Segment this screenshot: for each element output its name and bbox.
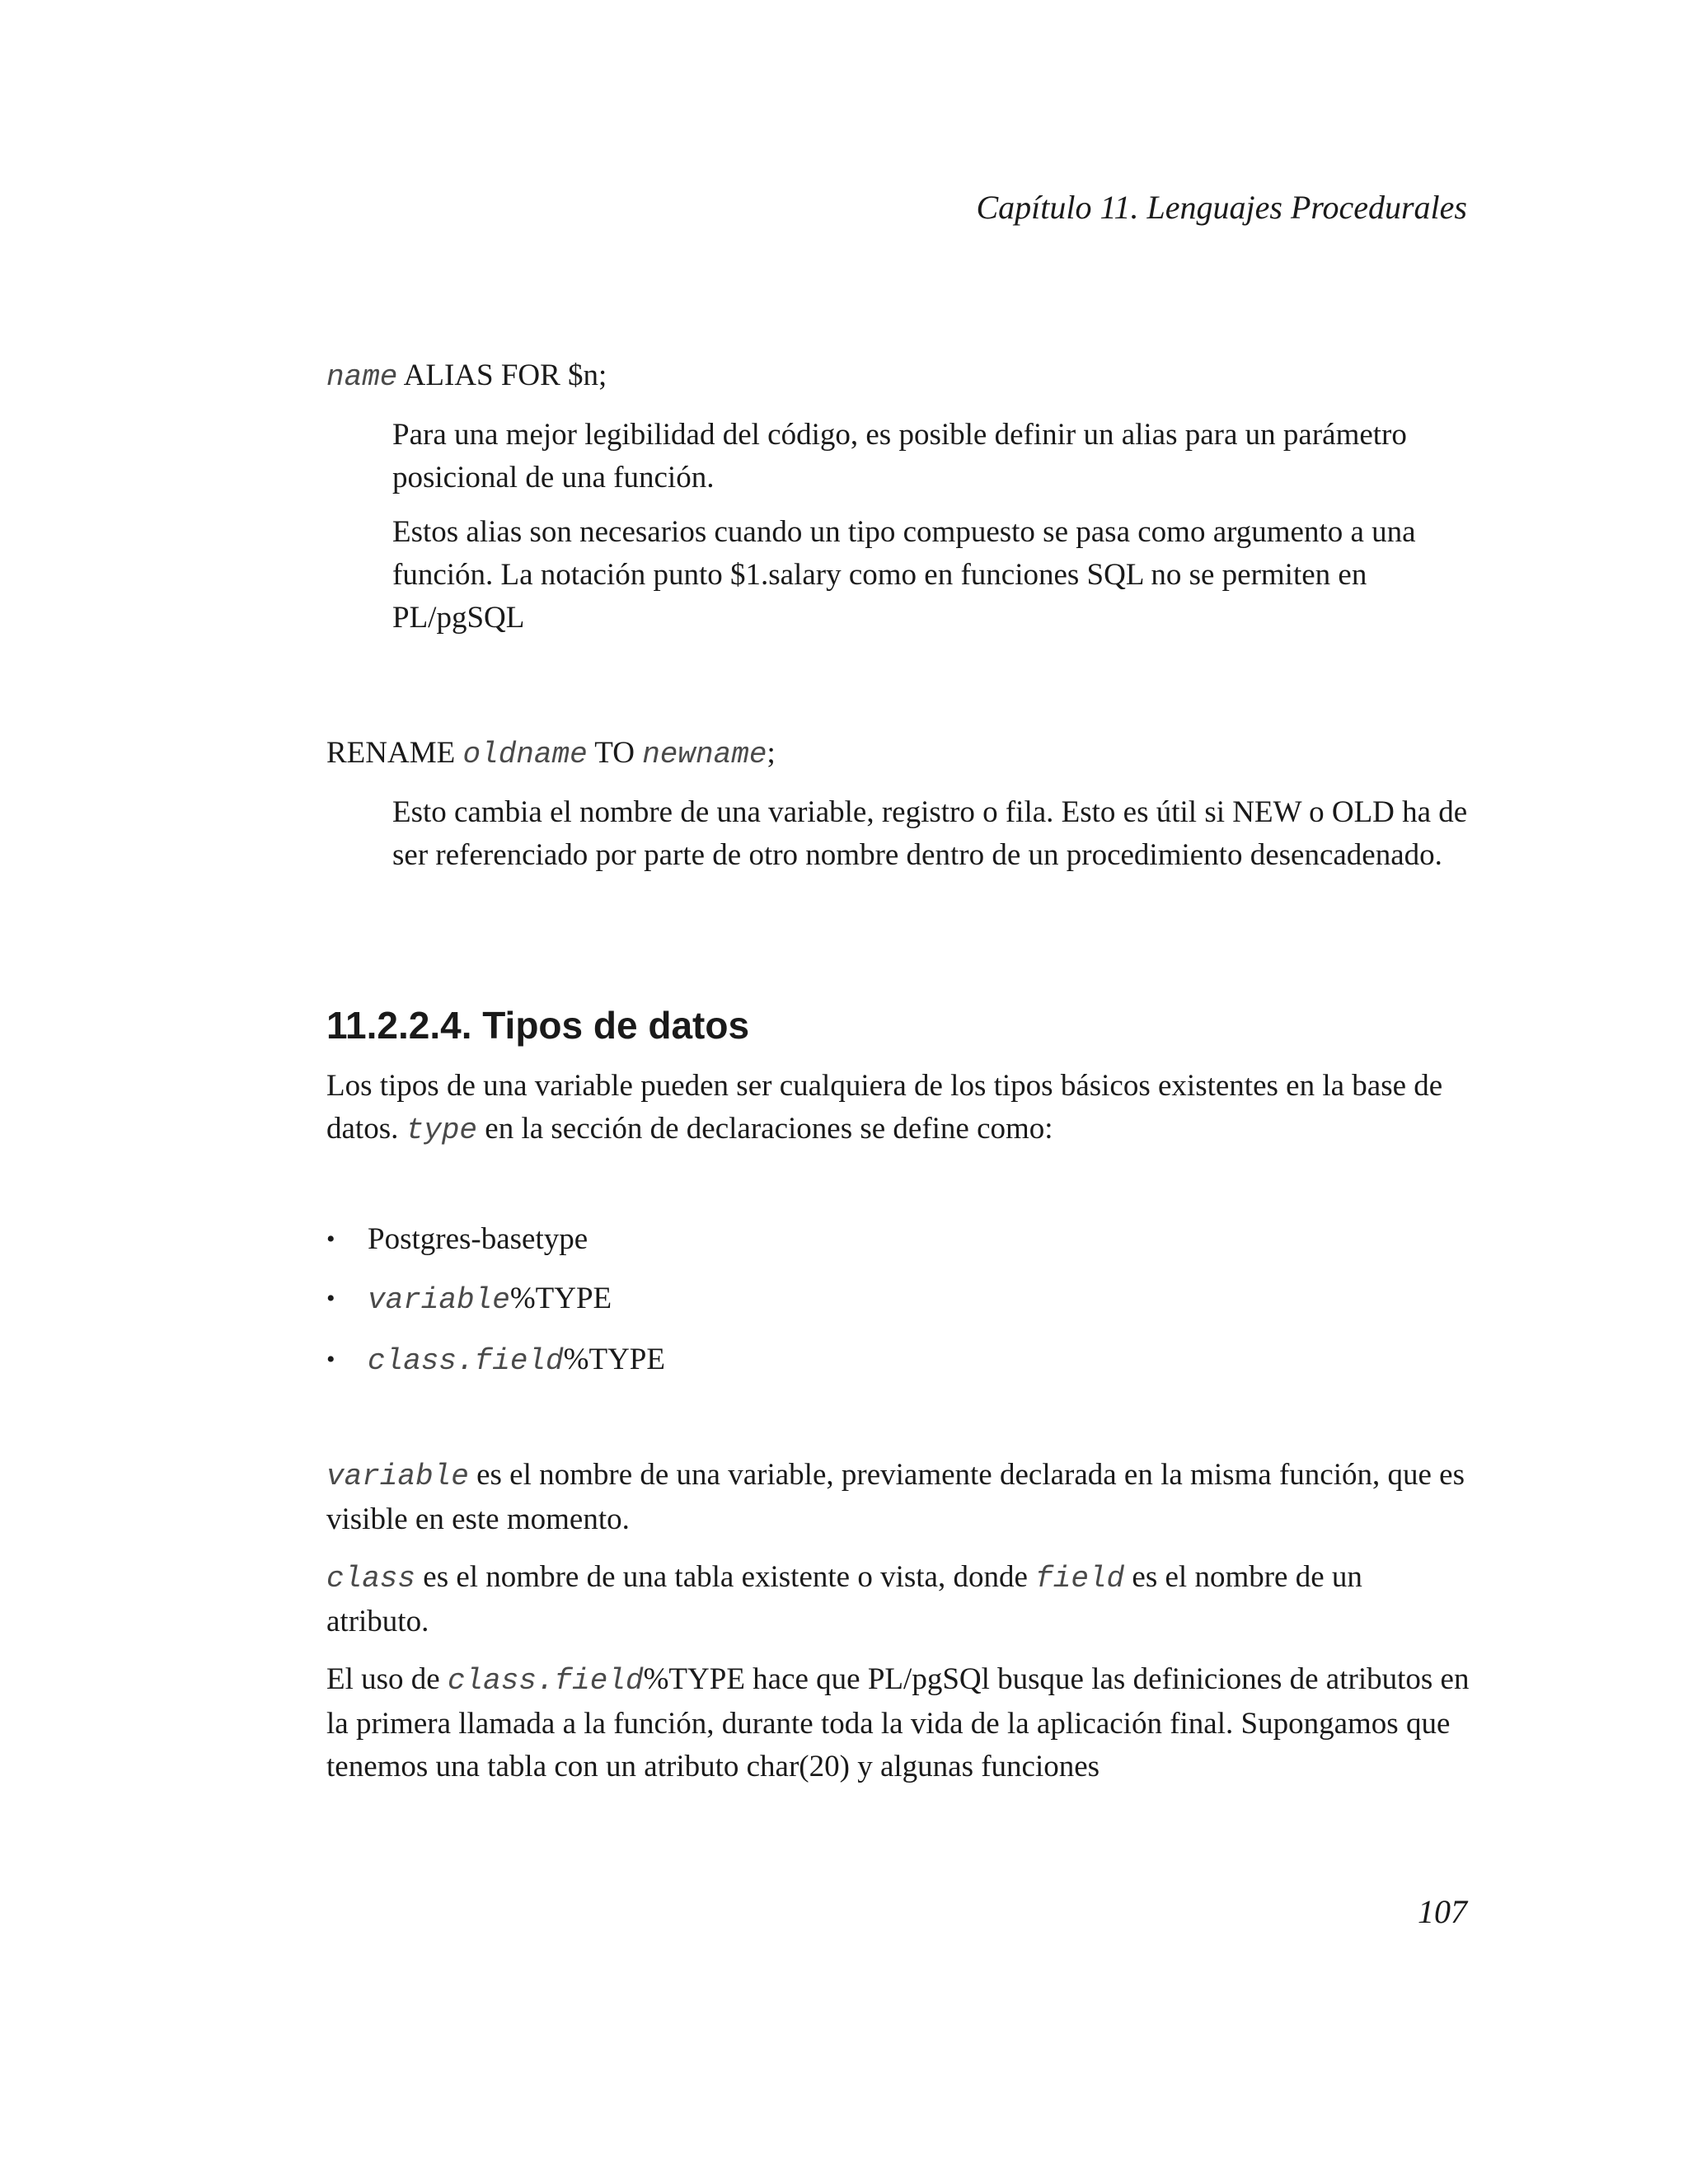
bullet-basetype: Postgres-basetype: [368, 1222, 588, 1256]
intro-code-type: type: [406, 1113, 478, 1147]
uso-text-before: El uso de: [326, 1662, 448, 1696]
alias-para-1: Para una mejor legibilidad del código, es posible definir un alias para un parámetro posicional de una función.: [392, 418, 1407, 494]
rename-entry: [326, 732, 1472, 888]
type-list-block: [326, 1218, 1472, 1399]
alias-para-2: Estos alias son necesarios cuando un tipo compuesto se pasa como argumento a una función. La notación punto $1.salary como en funciones SQL no se permiten en PL/pgSQL: [392, 515, 1416, 635]
alias-term: [326, 354, 1472, 399]
uso-code: class.field: [447, 1664, 644, 1698]
class-paragraph: [326, 1556, 1472, 1643]
bullet-classfield-text: %TYPE: [563, 1343, 665, 1376]
class-code: class: [326, 1562, 416, 1596]
alias-entry: [326, 354, 1472, 651]
uso-text-rest: %TYPE hace que PL/pgSQl busque las definiciones de atributos en la primera llamada a la función, durante toda la vida de la aplicación final. Supongamos que tenemos una tabla con un atributo char(20) y algunas funciones: [326, 1662, 1470, 1783]
list-item: [326, 1338, 1472, 1383]
rename-para: Esto cambia el nombre de una variable, registro o fila. Esto es útil si NEW o OLD ha de ser referenciado por parte de otro nombre dentro de un procedimiento desencadenado.: [392, 795, 1468, 872]
section-heading: 11.2.2.4. Tipos de datos: [326, 1004, 750, 1047]
page-number: 107: [1418, 1893, 1467, 1930]
intro-text-after: en la sección de declaraciones se define como:: [477, 1112, 1053, 1146]
variable-text: es el nombre de una variable, previamente declarada en la misma función, que es visible en este momento.: [326, 1458, 1465, 1536]
variable-code: variable: [326, 1460, 469, 1493]
explanation-block: [326, 1454, 1472, 1788]
variable-paragraph: [326, 1454, 1472, 1541]
section-block: [326, 1001, 1472, 1152]
alias-definition: [392, 414, 1472, 640]
alias-term-text: ALIAS FOR $n;: [397, 359, 607, 392]
uso-paragraph: [326, 1658, 1472, 1788]
rename-keyword: RENAME: [326, 736, 463, 770]
rename-to-keyword: TO: [587, 736, 643, 770]
section-intro: [326, 1065, 1472, 1152]
rename-semicolon: ;: [767, 736, 776, 770]
intro-text-before: Los tipos de una variable pueden ser cualquiera de los tipos básicos existentes en la base de datos.: [326, 1069, 1443, 1146]
field-code: field: [1035, 1562, 1125, 1596]
bullet-variable-text: %TYPE: [509, 1282, 612, 1315]
alias-term-code: name: [326, 360, 398, 394]
rename-newname: newname: [642, 738, 767, 771]
bullet-variable-code: variable: [368, 1283, 510, 1317]
class-text-rest: es el nombre de un atributo.: [326, 1560, 1362, 1638]
rename-definition: [392, 791, 1472, 877]
list-item: [326, 1218, 1472, 1261]
class-text-mid: es el nombre de una tabla existente o vista, donde: [415, 1560, 1036, 1594]
bullet-classfield-code: class.field: [368, 1344, 564, 1378]
rename-oldname: oldname: [462, 738, 588, 771]
running-header: Capítulo 11. Lenguajes Procedurales: [976, 189, 1467, 226]
type-list: [326, 1218, 1472, 1383]
list-item: [326, 1277, 1472, 1322]
rename-term: [326, 732, 1472, 776]
